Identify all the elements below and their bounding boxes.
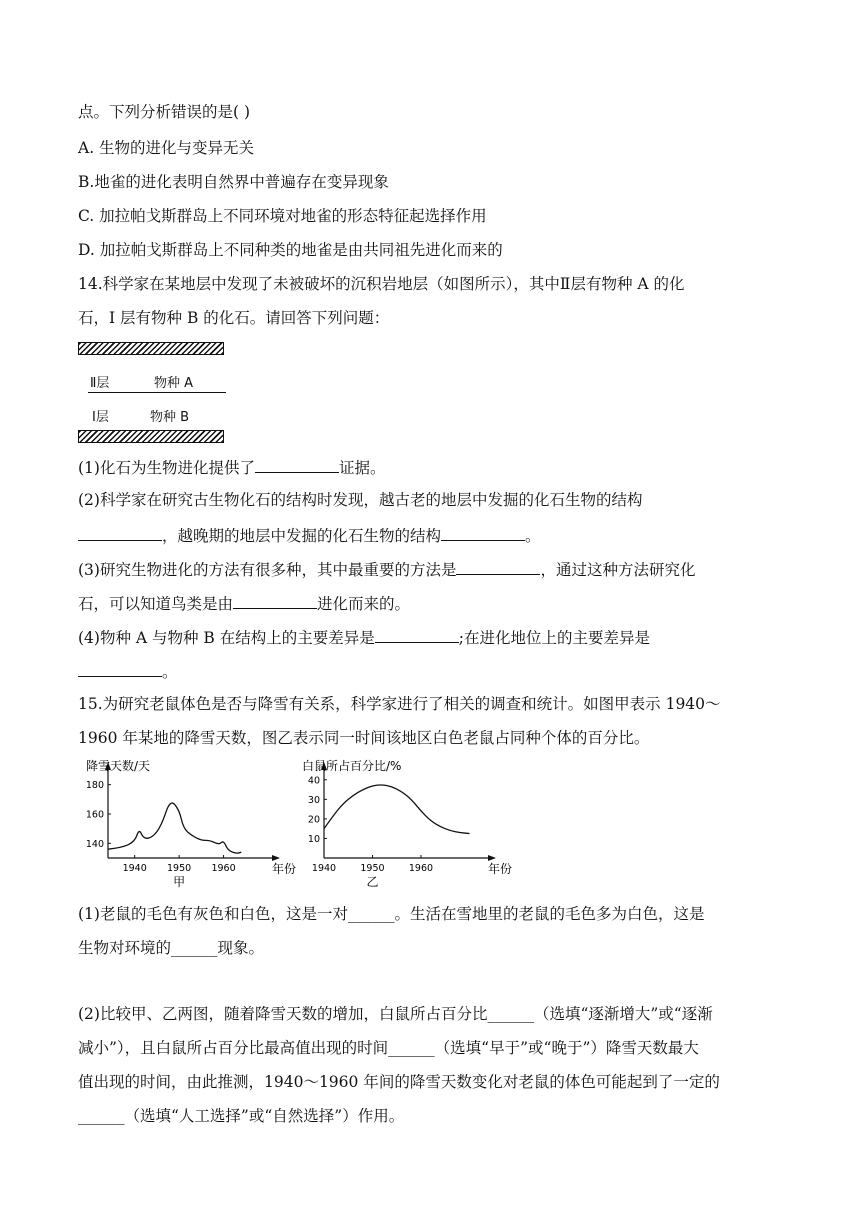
q15-stem-line2: 1960 年某地的降雪天数，图乙表示同一时间该地区白色老鼠占同种个体的百分比。 — [78, 729, 650, 747]
x-axis-title: 年份 — [487, 862, 513, 876]
chart-caption: 乙 — [366, 875, 379, 889]
q14-part4-text-c: 。 — [162, 663, 178, 681]
q15-part2-line1: (2)比较甲、乙两图，随着降雪天数的增加，白鼠所占百分比______（选填“逐渐增大”或“逐渐 — [78, 1005, 713, 1023]
layer1-label: Ⅰ层 — [92, 410, 109, 425]
q14-part4-text-b: ;在进化地位上的主要差异是 — [458, 629, 650, 647]
series-line — [108, 803, 241, 853]
y-tick-label: 20 — [307, 814, 320, 826]
top-rock-layer — [78, 342, 224, 355]
y-tick-label: 30 — [307, 794, 320, 806]
q14-part3-text-c: 石，可以知道鸟类是由 — [78, 595, 234, 613]
strata-diagram — [78, 342, 228, 446]
x-axis-arrow — [272, 855, 280, 861]
x-tick-label: 1940 — [311, 863, 337, 874]
q14-part4-line2 — [78, 660, 178, 682]
snow-days-chart — [80, 754, 297, 892]
q15-part2-line4: ______（选填“人工选择”或“自然选择”）作用。 — [78, 1107, 405, 1125]
y-tick-label: 10 — [307, 833, 320, 845]
x-tick-label: 1940 — [122, 863, 147, 874]
answer-blank[interactable] — [375, 626, 459, 643]
y-axis-title: 降雪天数/天 — [86, 759, 151, 773]
x-axis-arrow — [488, 855, 496, 861]
q13-stem-end: 点。下列分析错误的是( ) — [78, 103, 251, 121]
layer2-label: Ⅱ层 — [90, 376, 110, 391]
bottom-rock-layer — [78, 430, 224, 443]
answer-blank[interactable] — [255, 456, 339, 473]
q15-part1-line2: 生物对环境的______现象。 — [78, 939, 265, 957]
q14-part3-line1 — [78, 558, 695, 580]
answer-blank[interactable] — [233, 592, 317, 609]
x-tick-label: 1960 — [211, 863, 236, 874]
answer-blank[interactable] — [78, 660, 162, 677]
q13-option-a: A. 生物的进化与变异无关 — [78, 139, 255, 157]
q13-option-d: D. 加拉帕戈斯群岛上不同种类的地雀是由共同祖先进化而来的 — [78, 241, 503, 259]
q14-part2-line1: (2)科学家在研究古生物化石的结构时发现，越古老的地层中发掘的化石生物的结构 — [78, 491, 643, 509]
q14-part1-text-a: (1)化石为生物进化提供了 — [78, 459, 255, 477]
y-axis-title: 白鼠所占百分比/% — [302, 759, 402, 773]
answer-blank[interactable] — [456, 558, 540, 575]
layer2-species: 物种 A — [154, 376, 194, 391]
series-line — [324, 785, 469, 834]
q14-part3-text-b: ，通过这种方法研究化 — [540, 561, 696, 579]
q14-part3-line2 — [78, 592, 410, 614]
q14-part2-text-b: ，越晚期的地层中发掘的化石生物的结构 — [162, 527, 442, 545]
y-tick-label: 40 — [307, 775, 320, 787]
q14-part2-text-c: 。 — [525, 527, 541, 545]
q14-part3-text-d: 进化而来的。 — [317, 595, 411, 613]
q14-stem-line2: 石，I 层有物种 B 的化石。请回答下列问题： — [78, 309, 390, 327]
q15-stem-line1: 15.为研究老鼠体色是否与降雪有关系，科学家进行了相关的调查和统计。如图甲表示 1940～ — [78, 695, 721, 713]
layer1-species: 物种 B — [150, 410, 190, 425]
layer-boundary-line — [88, 392, 226, 393]
q14-part2-line2 — [78, 524, 541, 546]
chart-caption: 甲 — [173, 875, 186, 889]
q15-part2-line2: 减小”），且白鼠所占百分比最高值出现的时间______（选填“早于”或“晚于”）降雪天数最大 — [78, 1039, 699, 1057]
x-axis-title: 年份 — [271, 862, 297, 876]
x-tick-label: 1950 — [167, 863, 192, 874]
white-mouse-percent-chart — [296, 754, 513, 892]
x-tick-label: 1950 — [360, 863, 385, 874]
y-tick-label: 180 — [85, 780, 104, 792]
q14-stem-line1: 14.科学家在某地层中发现了未被破坏的沉积岩地层（如图所示），其中Ⅱ层有物种 A 的化 — [78, 275, 685, 293]
x-tick-label: 1960 — [408, 863, 434, 874]
q15-part2-line3: 值出现的时间，由此推测，1940～1960 年间的降雪天数变化对老鼠的体色可能起到了一定的 — [78, 1073, 720, 1091]
answer-blank[interactable] — [441, 524, 525, 541]
y-tick-label: 140 — [85, 838, 104, 850]
q14-part1-text-b: 证据。 — [338, 459, 386, 477]
q14-part1 — [78, 456, 385, 478]
q13-option-c: C. 加拉帕戈斯群岛上不同环境对地雀的形态特征起选择作用 — [78, 207, 487, 225]
q14-part4-text-a: (4)物种 A 与物种 B 在结构上的主要差异是 — [78, 629, 375, 647]
q15-part1-line1: (1)老鼠的毛色有灰色和白色，这是一对______。生活在雪地里的老鼠的毛色多为白色，这是 — [78, 905, 705, 923]
q13-option-b: B.地雀的进化表明自然界中普遍存在变异现象 — [78, 173, 389, 191]
y-tick-label: 160 — [85, 809, 104, 821]
q14-part3-text-a: (3)研究生物进化的方法有很多种，其中最重要的方法是 — [78, 561, 457, 579]
answer-blank[interactable] — [78, 524, 162, 541]
q14-part4-line1 — [78, 626, 650, 648]
